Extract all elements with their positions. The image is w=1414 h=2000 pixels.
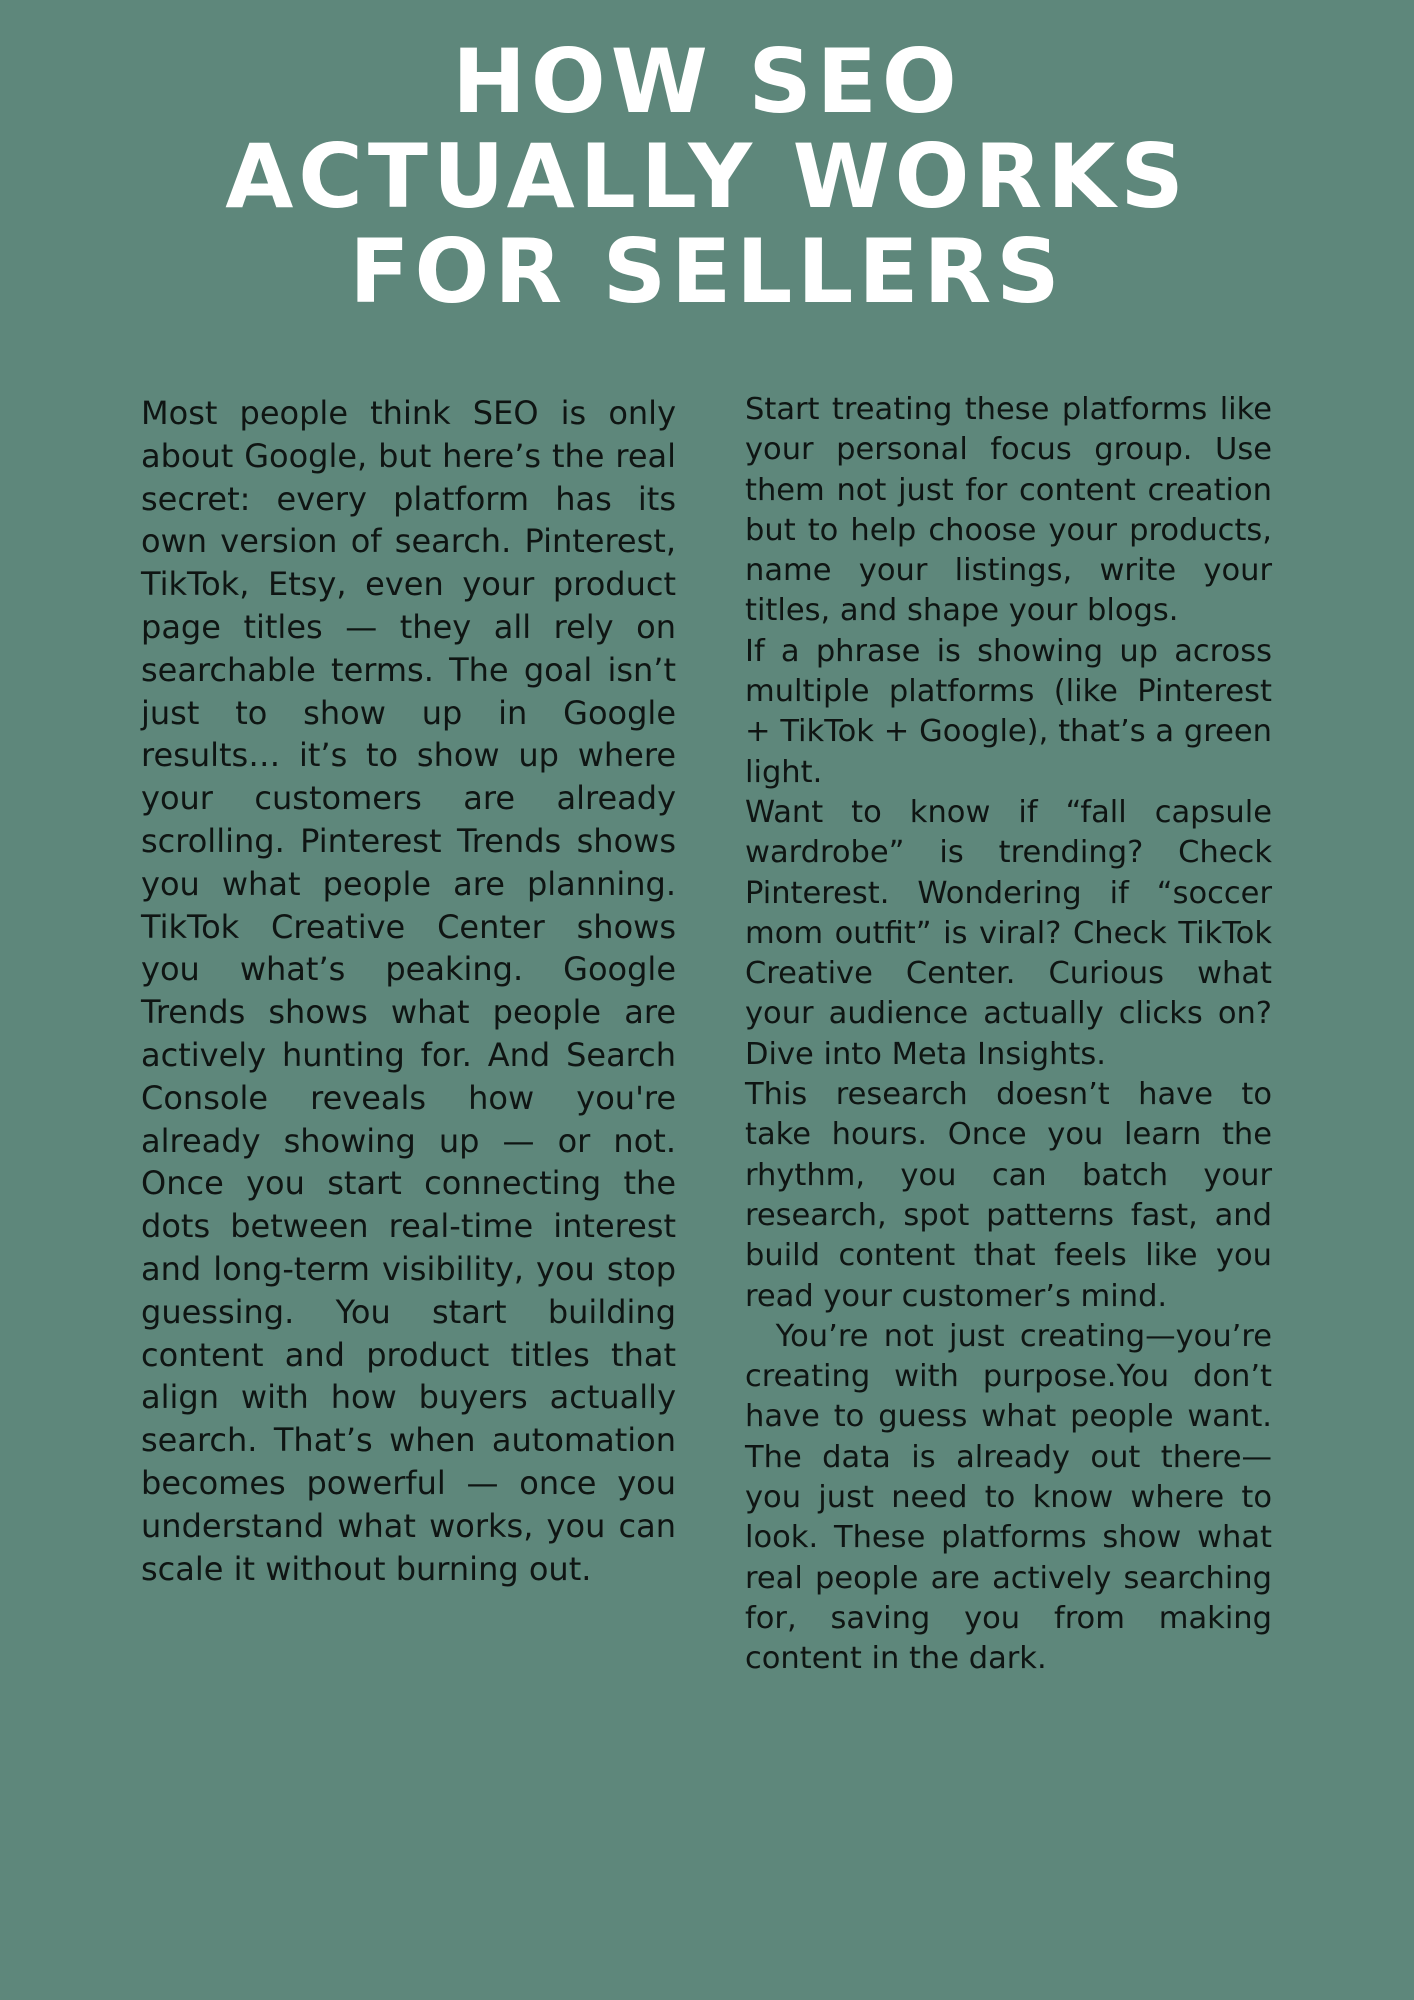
right-paragraph-5: You’re not just creating—you’re creating with purpose.You don’t have to guess what people want. The data is already out there—you just need to know where to look. These platforms show what real people are actively searching for, saving you from making content in the dark.: [745, 1318, 1282, 1677]
right-paragraph-3: Want to know if “fall capsule wardrobe” is trending? Check Pinterest. Wondering if “soccer mom outfit” is viral? Check TikTok Creative Center. Curious what your audience actually clicks on? Dive into Meta Insights.: [745, 794, 1272, 1072]
right-paragraph-1: Start treating these platforms like your personal focus group. Use them not just for content creation but to help choose your products, name your listings, write your titles, and shape your blogs.: [745, 392, 1272, 629]
right-paragraph-2: If a phrase is showing up across multiple platforms (like Pinterest + TikTok + Google), that’s a green light.: [745, 633, 1272, 790]
left-paragraph: Most people think SEO is only about Google, but here’s the real secret: every platform has its own version of search. Pinterest, TikTok, Etsy, even your product page titles — they all rely on searchable terms. The goal isn’t just to show up in Google results… it’s to show up where your customers are already scrolling. Pinterest Trends shows you what people are planning. TikTok Creative Center shows you what’s peaking. Google Trends shows what people are actively hunting for. And Search Console reveals how you're already showing up — or not. Once you start connecting the dots between real-time interest and long-term visibility, you stop guessing. You start building content and product titles that align with how buyers actually search. That’s when automation becomes powerful — once you understand what works, you can scale it without burning out.: [141, 394, 676, 1588]
title-line-3: FOR SELLERS: [349, 220, 1065, 323]
left-column: [141, 392, 676, 1590]
right-column: [745, 390, 1282, 1680]
page-title: [0, 30, 1414, 323]
right-paragraph-4: This research doesn’t have to take hours. Once you learn the rhythm, you can batch your research, spot patterns fast, and build content that feels like you read your customer’s mind.: [745, 1077, 1272, 1314]
title-line-1: HOW SEO: [452, 30, 962, 133]
title-line-2: ACTUALLY WORKS: [225, 125, 1189, 228]
